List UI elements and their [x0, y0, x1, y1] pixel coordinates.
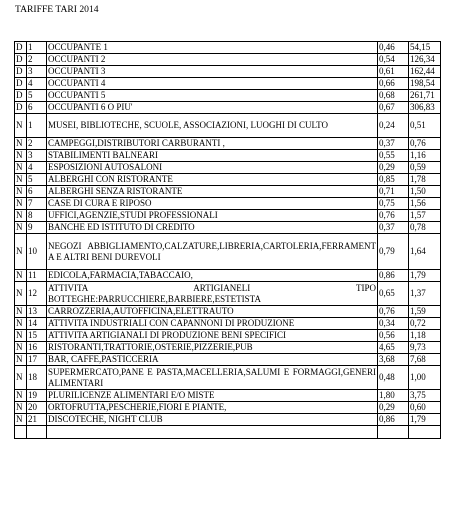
- fixed-rate-cell: 0,66: [378, 78, 409, 90]
- empty-cell: [378, 426, 409, 439]
- description-cell: OCCUPANTI 5: [47, 90, 378, 102]
- description-cell: EDICOLA,FARMACIA,TABACCAIO,: [47, 270, 378, 282]
- table-row: [15, 174, 441, 186]
- fixed-rate-cell: 0,68: [378, 90, 409, 102]
- variable-rate-cell: 1,16: [409, 150, 441, 162]
- number-cell: 18: [27, 366, 47, 390]
- category-cell: N: [15, 198, 27, 210]
- description-cell: STABILIMENTI BALNEARI: [47, 150, 378, 162]
- table-row: [15, 414, 441, 426]
- number-cell: 5: [27, 90, 47, 102]
- description-cell: CARROZZERIA,AUTOFFICINA,ELETTRAUTO: [47, 306, 378, 318]
- category-cell: D: [15, 66, 27, 78]
- variable-rate-cell: 3,75: [409, 390, 441, 402]
- table-row: [15, 90, 441, 102]
- number-cell: 2: [27, 54, 47, 66]
- category-cell: N: [15, 318, 27, 330]
- description-cell: ALBERGHI CON RISTORANTE: [47, 174, 378, 186]
- document-title: TARIFFE TARI 2014: [15, 4, 99, 15]
- number-cell: 16: [27, 342, 47, 354]
- number-cell: 4: [27, 78, 47, 90]
- fixed-rate-cell: 0,54: [378, 54, 409, 66]
- number-cell: 5: [27, 174, 47, 186]
- table-row: [15, 342, 441, 354]
- category-cell: N: [15, 366, 27, 390]
- description-cell: NEGOZI ABBIGLIAMENTO,CALZATURE,LIBRERIA,CARTOLERIA,FERRAMENTA E ALTRI BENI DUREVOLI: [47, 234, 378, 270]
- table-row: [15, 66, 441, 78]
- description-cell: OCCUPANTI 4: [47, 78, 378, 90]
- category-cell: N: [15, 174, 27, 186]
- description-cell: RISTORANTI,TRATTORIE,OSTERIE,PIZZERIE,PUB: [47, 342, 378, 354]
- variable-rate-cell: 0,72: [409, 318, 441, 330]
- description-cell: ATTIVITA ARTIGIANALI DI PRODUZIONE BENI SPECIFICI: [47, 330, 378, 342]
- number-cell: 4: [27, 162, 47, 174]
- variable-rate-cell: 0,78: [409, 222, 441, 234]
- description-cell: ATTIVITA INDUSTRIALI CON CAPANNONI DI PRODUZIONE: [47, 318, 378, 330]
- fixed-rate-cell: 0,24: [378, 114, 409, 138]
- category-cell: N: [15, 330, 27, 342]
- number-cell: 10: [27, 234, 47, 270]
- table-row: [15, 210, 441, 222]
- description-cell: ALBERGHI SENZA RISTORANTE: [47, 186, 378, 198]
- description-cell: OCCUPANTI 2: [47, 54, 378, 66]
- fixed-rate-cell: 0,48: [378, 366, 409, 390]
- fixed-rate-cell: 3,68: [378, 354, 409, 366]
- empty-table-row: [15, 426, 441, 439]
- description-cell: OCCUPANTE 1: [47, 42, 378, 54]
- number-cell: 1: [27, 42, 47, 54]
- category-cell: D: [15, 102, 27, 114]
- variable-rate-cell: 7,68: [409, 354, 441, 366]
- category-cell: N: [15, 222, 27, 234]
- description-cell: DISCOTECHE, NIGHT CLUB: [47, 414, 378, 426]
- number-cell: 20: [27, 402, 47, 414]
- variable-rate-cell: 1,57: [409, 210, 441, 222]
- category-cell: D: [15, 78, 27, 90]
- table-row: [15, 162, 441, 174]
- number-cell: 17: [27, 354, 47, 366]
- number-cell: 2: [27, 138, 47, 150]
- fixed-rate-cell: 0,71: [378, 186, 409, 198]
- table-row: [15, 198, 441, 210]
- description-cell: PLURILICENZE ALIMENTARI E/O MISTE: [47, 390, 378, 402]
- description-cell: MUSEI, BIBLIOTECHE, SCUOLE, ASSOCIAZIONI, LUOGHI DI CULTO: [47, 114, 378, 138]
- category-cell: D: [15, 90, 27, 102]
- table-row: [15, 102, 441, 114]
- number-cell: 1: [27, 114, 47, 138]
- empty-cell: [15, 426, 27, 439]
- category-cell: N: [15, 234, 27, 270]
- variable-rate-cell: 0,60: [409, 402, 441, 414]
- category-cell: D: [15, 42, 27, 54]
- category-cell: N: [15, 306, 27, 318]
- number-cell: 13: [27, 306, 47, 318]
- empty-cell: [409, 426, 441, 439]
- category-cell: N: [15, 138, 27, 150]
- variable-rate-cell: 9,73: [409, 342, 441, 354]
- description-cell: BAR, CAFFE,PASTICCERIA: [47, 354, 378, 366]
- category-cell: N: [15, 282, 27, 306]
- table-row: [15, 114, 441, 138]
- description-cell: CAMPEGGI,DISTRIBUTORI CARBURANTI ,: [47, 138, 378, 150]
- fixed-rate-cell: 0,65: [378, 282, 409, 306]
- variable-rate-cell: 1,50: [409, 186, 441, 198]
- category-cell: N: [15, 270, 27, 282]
- table-row: [15, 366, 441, 390]
- fixed-rate-cell: 0,34: [378, 318, 409, 330]
- variable-rate-cell: 54,15: [409, 42, 441, 54]
- category-cell: N: [15, 390, 27, 402]
- fixed-rate-cell: 0,46: [378, 42, 409, 54]
- number-cell: 19: [27, 390, 47, 402]
- number-cell: 11: [27, 270, 47, 282]
- fixed-rate-cell: 0,67: [378, 102, 409, 114]
- category-cell: N: [15, 210, 27, 222]
- description-cell: ORTOFRUTTA,PESCHERIE,FIORI E PIANTE,: [47, 402, 378, 414]
- variable-rate-cell: 1,59: [409, 306, 441, 318]
- fixed-rate-cell: 0,76: [378, 210, 409, 222]
- category-cell: N: [15, 150, 27, 162]
- number-cell: 6: [27, 102, 47, 114]
- variable-rate-cell: 198,54: [409, 78, 441, 90]
- fixed-rate-cell: 0,61: [378, 66, 409, 78]
- table-row: [15, 402, 441, 414]
- description-cell: SUPERMERCATO,PANE E PASTA,MACELLERIA,SALUMI E FORMAGGI,GENERI ALIMENTARI: [48, 366, 376, 388]
- description-cell: ATTIVITA ARTIGIANELI TIPO BOTTEGHE:PARRUCCHIERE,BARBIERE,ESTETISTA: [48, 282, 376, 304]
- number-cell: 15: [27, 330, 47, 342]
- variable-rate-cell: 126,34: [409, 54, 441, 66]
- category-cell: N: [15, 354, 27, 366]
- fixed-rate-cell: 0,75: [378, 198, 409, 210]
- table-row: [15, 390, 441, 402]
- number-cell: 3: [27, 150, 47, 162]
- description-cell: ESPOSIZIONI AUTOSALONI: [47, 162, 378, 174]
- number-cell: 8: [27, 210, 47, 222]
- variable-rate-cell: 1,79: [409, 270, 441, 282]
- variable-rate-cell: 1,78: [409, 174, 441, 186]
- variable-rate-cell: 1,56: [409, 198, 441, 210]
- fixed-rate-cell: 0,55: [378, 150, 409, 162]
- variable-rate-cell: 1,18: [409, 330, 441, 342]
- table-row: [15, 54, 441, 66]
- variable-rate-cell: 1,64: [409, 234, 441, 270]
- fixed-rate-cell: 0,29: [378, 162, 409, 174]
- fixed-rate-cell: 0,76: [378, 306, 409, 318]
- fixed-rate-cell: 0,85: [378, 174, 409, 186]
- table-row: [15, 222, 441, 234]
- variable-rate-cell: 261,71: [409, 90, 441, 102]
- table-row: [15, 330, 441, 342]
- number-cell: 12: [27, 282, 47, 306]
- tariff-table: [14, 41, 441, 439]
- table-row: [15, 138, 441, 150]
- category-cell: N: [15, 414, 27, 426]
- number-cell: 21: [27, 414, 47, 426]
- table-row: [15, 270, 441, 282]
- fixed-rate-cell: 1,80: [378, 390, 409, 402]
- number-cell: 14: [27, 318, 47, 330]
- fixed-rate-cell: 0,29: [378, 402, 409, 414]
- fixed-rate-cell: 0,86: [378, 414, 409, 426]
- description-cell: UFFICI,AGENZIE,STUDI PROFESSIONALI: [47, 210, 378, 222]
- description-cell: BANCHE ED ISTITUTO DI CREDITO: [47, 222, 378, 234]
- description-cell: CASE DI CURA E RIPOSO: [47, 198, 378, 210]
- category-cell: N: [15, 342, 27, 354]
- fixed-rate-cell: 4,65: [378, 342, 409, 354]
- empty-cell: [47, 426, 378, 439]
- description-cell: OCCUPANTI 3: [47, 66, 378, 78]
- category-cell: D: [15, 54, 27, 66]
- fixed-rate-cell: 0,37: [378, 138, 409, 150]
- empty-cell: [27, 426, 47, 439]
- fixed-rate-cell: 0,86: [378, 270, 409, 282]
- table-row: [15, 318, 441, 330]
- number-cell: 3: [27, 66, 47, 78]
- variable-rate-cell: 1,37: [409, 282, 441, 306]
- table-row: [15, 354, 441, 366]
- number-cell: 6: [27, 186, 47, 198]
- category-cell: N: [15, 162, 27, 174]
- category-cell: N: [15, 402, 27, 414]
- variable-rate-cell: 162,44: [409, 66, 441, 78]
- fixed-rate-cell: 0,37: [378, 222, 409, 234]
- table-row: [15, 306, 441, 318]
- variable-rate-cell: 306,83: [409, 102, 441, 114]
- tariff-table-body: [15, 42, 441, 439]
- table-row: [15, 282, 441, 306]
- variable-rate-cell: 1,00: [409, 366, 441, 390]
- category-cell: N: [15, 186, 27, 198]
- variable-rate-cell: 0,76: [409, 138, 441, 150]
- table-row: [15, 78, 441, 90]
- variable-rate-cell: 0,51: [409, 114, 441, 138]
- variable-rate-cell: 0,59: [409, 162, 441, 174]
- table-row: [15, 150, 441, 162]
- number-cell: 7: [27, 198, 47, 210]
- table-row: [15, 42, 441, 54]
- table-row: [15, 234, 441, 270]
- number-cell: 9: [27, 222, 47, 234]
- fixed-rate-cell: 0,56: [378, 330, 409, 342]
- fixed-rate-cell: 0,79: [378, 234, 409, 270]
- description-cell: OCCUPANTI 6 O PIU': [47, 102, 378, 114]
- variable-rate-cell: 1,79: [409, 414, 441, 426]
- category-cell: N: [15, 114, 27, 138]
- table-row: [15, 186, 441, 198]
